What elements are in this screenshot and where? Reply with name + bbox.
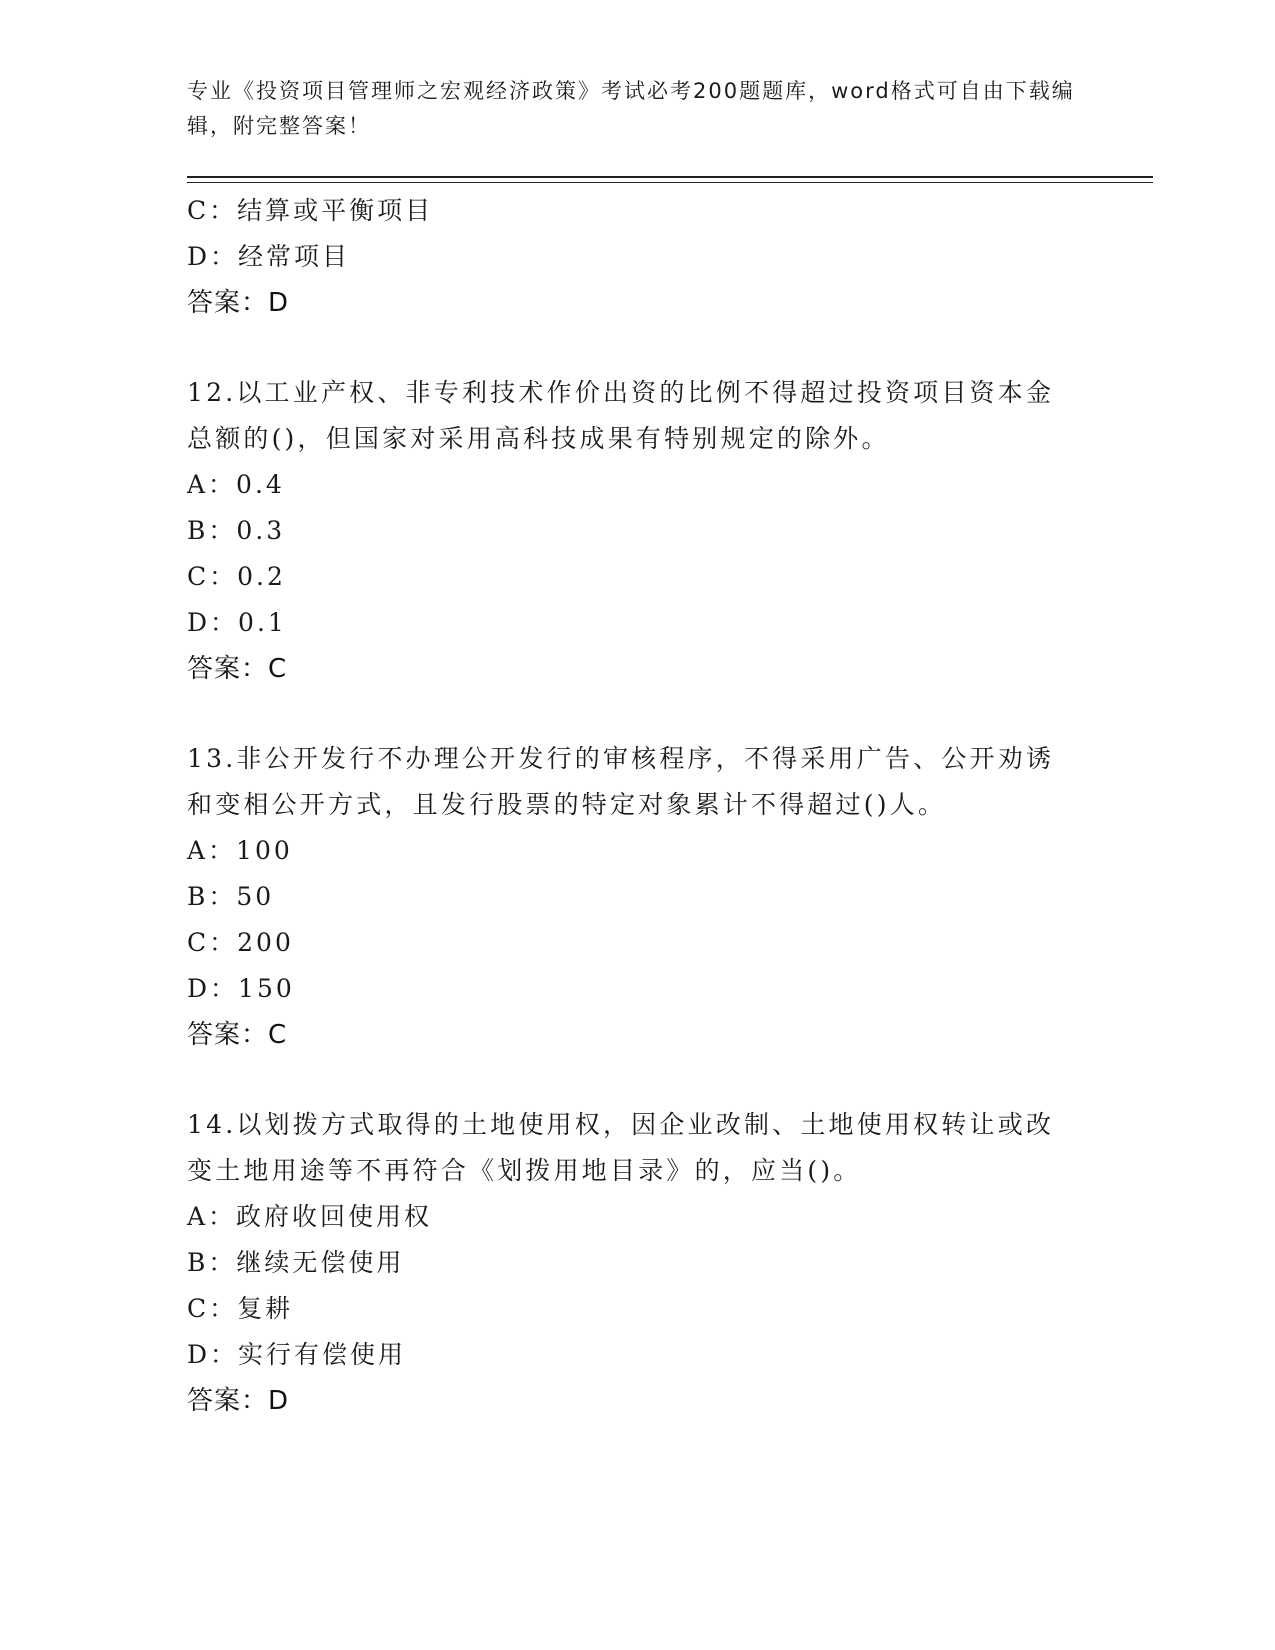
header-rule-thick (187, 176, 1153, 178)
spacer (187, 326, 1087, 370)
option-a: A：100 (187, 836, 293, 865)
option-c: C：0.2 (187, 562, 286, 591)
previous-question-tail (187, 188, 1087, 326)
option-b: B：0.3 (187, 516, 286, 545)
question-stem: 14.以划拨方式取得的土地使用权，因企业改制、土地使用权转让或改变土地用途等不再符合《划拨用地目录》的，应当()。 (187, 1110, 1055, 1185)
question-14 (187, 1102, 1087, 1424)
answer-line: 答案：D (187, 288, 290, 318)
option-a: A：0.4 (187, 470, 285, 499)
answer-line: 答案：C (187, 654, 288, 684)
document-header: 专业《投资项目管理师之宏观经济政策》考试必考200题题库，word格式可自由下载编辑，附完整答案！ (187, 79, 1075, 138)
answer-line: 答案：D (187, 1386, 290, 1416)
option-c: C：200 (187, 928, 294, 957)
spacer (187, 1058, 1087, 1102)
question-content (187, 188, 1087, 1424)
option-c: C：复耕 (187, 1294, 294, 1323)
option-c: C：结算或平衡项目 (187, 196, 434, 225)
spacer (187, 692, 1087, 736)
option-d: D：实行有偿使用 (187, 1340, 407, 1369)
option-a: A：政府收回使用权 (187, 1202, 433, 1231)
question-stem: 13.非公开发行不办理公开发行的审核程序，不得采用广告、公开劝诱和变相公开方式，且发行股票的特定对象累计不得超过()人。 (187, 744, 1055, 819)
option-d: D：经常项目 (187, 242, 351, 271)
option-d: D：0.1 (187, 608, 287, 637)
option-d: D：150 (187, 974, 295, 1003)
question-13 (187, 736, 1087, 1058)
question-stem: 12.以工业产权、非专利技术作价出资的比例不得超过投资项目资本金总额的()，但国家对采用高科技成果有特别规定的除外。 (187, 378, 1055, 453)
option-b: B：继续无偿使用 (187, 1248, 405, 1277)
header-rule-thin (187, 182, 1153, 183)
answer-line: 答案：C (187, 1020, 288, 1050)
option-b: B：50 (187, 882, 275, 911)
question-12 (187, 370, 1087, 692)
